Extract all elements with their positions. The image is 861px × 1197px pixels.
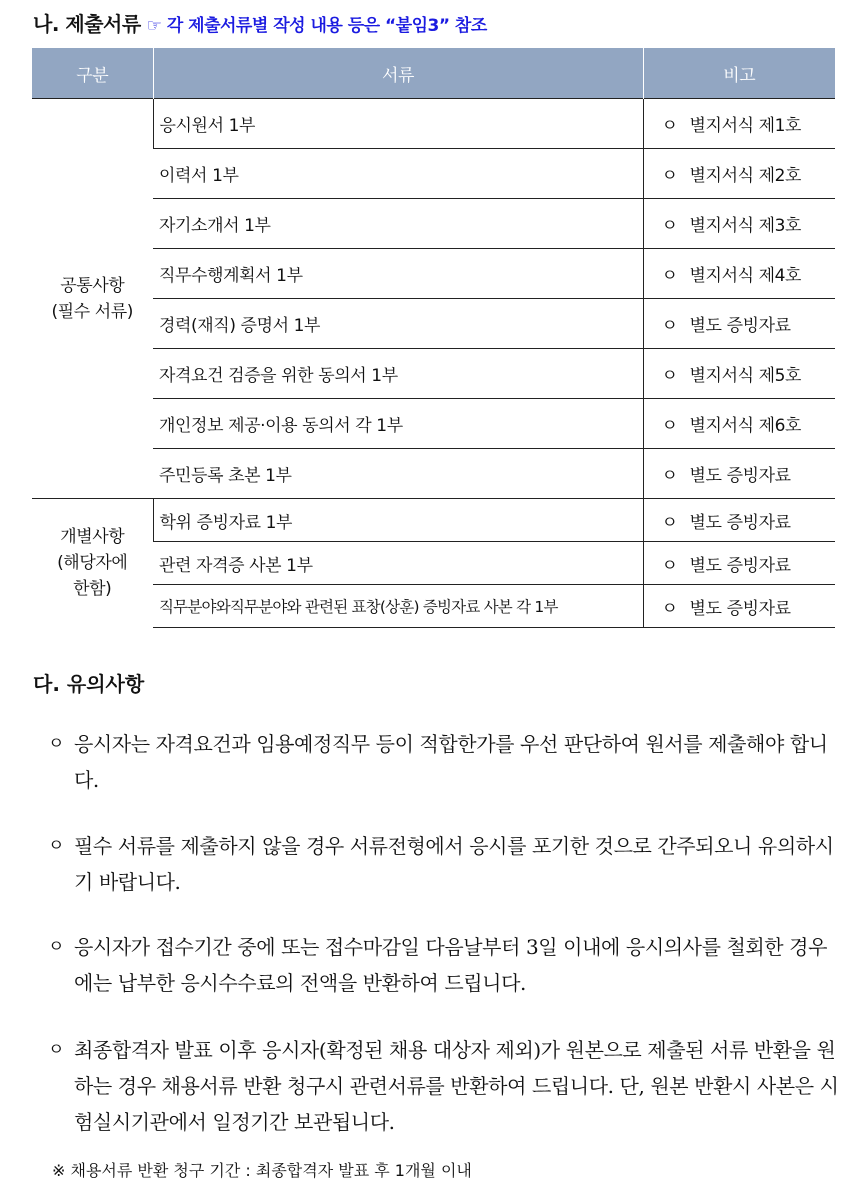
- column-header-document: 서류: [153, 48, 643, 99]
- table-row: [32, 299, 835, 349]
- remark-cell: ㅇ 별도 증빙자료: [643, 542, 835, 585]
- document-cell: 경력(재직) 증명서 1부: [153, 299, 643, 349]
- document-cell: 응시원서 1부: [153, 99, 643, 149]
- remark-cell: ㅇ 별지서식 제1호: [643, 99, 835, 149]
- document-cell: 학위 증빙자료 1부: [153, 499, 643, 542]
- remark-cell: ㅇ 별도 증빙자료: [643, 585, 835, 628]
- table-row: [32, 399, 835, 449]
- document-cell: 자격요건 검증을 위한 동의서 1부: [153, 349, 643, 399]
- remark-cell: ㅇ 별지서식 제4호: [643, 249, 835, 299]
- table-row: [32, 449, 835, 499]
- table-row: [32, 499, 835, 542]
- remark-cell: ㅇ 별지서식 제5호: [643, 349, 835, 399]
- document-cell: 직무수행계획서 1부: [153, 249, 643, 299]
- remark-cell: ㅇ 별도 증빙자료: [643, 499, 835, 542]
- table-row: [32, 349, 835, 399]
- remark-cell: ㅇ 별지서식 제6호: [643, 399, 835, 449]
- reference-note: ☞ 각 제출서류별 작성 내용 등은 “붙임3” 참조: [146, 16, 487, 36]
- table-header-row: [32, 48, 835, 99]
- section-title: 나. 제출서류: [33, 12, 141, 36]
- table-row: [32, 585, 835, 628]
- document-cell: 관련 자격증 사본 1부: [153, 542, 643, 585]
- submission-documents-table: [32, 48, 835, 628]
- column-header-category: 구분: [32, 48, 153, 99]
- category-individual-applicable: 개별사항 (해당자에 한함): [32, 499, 153, 628]
- table-row: [32, 99, 835, 149]
- notice-text: 응시자는 자격요건과 임용예정직무 등이 적합한가를 우선 판단하여 원서를 제출해야 합니다.: [74, 732, 828, 792]
- document-cell: 이력서 1부: [153, 149, 643, 199]
- remark-cell: ㅇ 별지서식 제3호: [643, 199, 835, 249]
- notice-item: [48, 828, 840, 900]
- remark-cell: ㅇ 별도 증빙자료: [643, 299, 835, 349]
- bullet-circle: ㅇ: [48, 1040, 65, 1060]
- bullet-circle: ㅇ: [48, 937, 65, 957]
- return-period-footnote: ※ 채용서류 반환 청구 기간 : 최종합격자 발표 후 1개월 이내: [52, 1161, 472, 1180]
- remark-cell: ㅇ 별도 증빙자료: [643, 449, 835, 499]
- notice-text: 응시자가 접수기간 중에 또는 접수마감일 다음날부터 3일 이내에 응시의사를 철회한 경우에는 납부한 응시수수료의 전액을 반환하여 드립니다.: [74, 935, 828, 995]
- document-cell: 자기소개서 1부: [153, 199, 643, 249]
- table-row: [32, 542, 835, 585]
- notice-text: 필수 서류를 제출하지 않을 경우 서류전형에서 응시를 포기한 것으로 간주되오니 유의하시기 바랍니다.: [74, 834, 834, 894]
- notice-item: [48, 929, 840, 1001]
- notice-item: [48, 1032, 840, 1140]
- table-row: [32, 199, 835, 249]
- table-row: [32, 249, 835, 299]
- column-header-remark: 비고: [643, 48, 835, 99]
- notice-item: [48, 726, 840, 798]
- table-row: [32, 149, 835, 199]
- bullet-circle: ㅇ: [48, 734, 65, 754]
- section-heading-notices: 다. 유의사항: [33, 672, 145, 696]
- remark-cell: ㅇ 별지서식 제2호: [643, 149, 835, 199]
- document-cell: 주민등록 초본 1부: [153, 449, 643, 499]
- document-cell: 개인정보 제공·이용 동의서 각 1부: [153, 399, 643, 449]
- section-heading-submission-docs: [33, 8, 487, 37]
- notice-text: 최종합격자 발표 이후 응시자(확정된 채용 대상자 제외)가 원본으로 제출된 서류 반환을 원하는 경우 채용서류 반환 청구시 관련서류를 반환하여 드립니다. 단, 원본 반환시 사본은 시험실시기관에서 일정기간 보관됩니다.: [74, 1038, 839, 1134]
- document-cell: 직무분야와직무분야와 관련된 표창(상훈) 증빙자료 사본 각 1부: [153, 585, 643, 628]
- category-common-required: 공통사항 (필수 서류): [32, 99, 153, 499]
- bullet-circle: ㅇ: [48, 836, 65, 856]
